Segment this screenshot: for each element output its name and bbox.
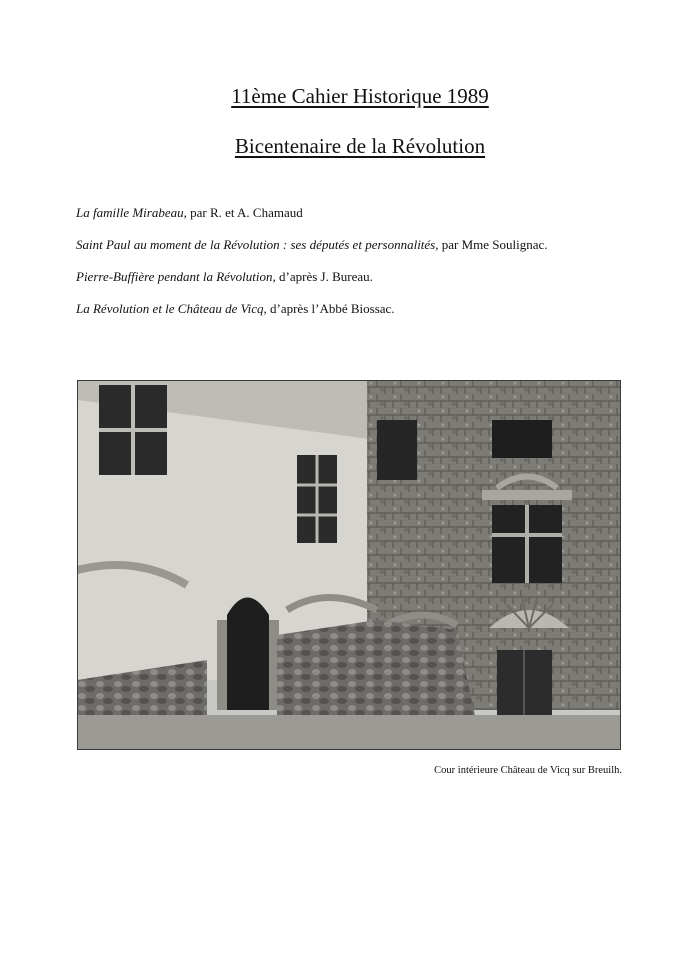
page-title: 11ème Cahier Historique 1989	[231, 84, 489, 108]
entry-author: par R. et A. Chamaud	[186, 205, 303, 220]
contents-entry	[76, 237, 656, 269]
contents-list	[76, 205, 656, 333]
entry-author: d’après J. Bureau.	[275, 269, 373, 284]
contents-entry	[76, 301, 656, 333]
chateau-courtyard-photo	[77, 380, 621, 750]
photo-caption: Cour intérieure Château de Vicq sur Breuilh.	[434, 765, 622, 776]
entry-author: par Mme Soulignac.	[438, 237, 548, 252]
page-subtitle: Bicentenaire de la Révolution	[234, 134, 486, 158]
photo-illustration	[77, 380, 621, 750]
entry-author: d’après l’Abbé Biossac.	[266, 301, 395, 316]
entry-title: La Révolution et le Château de Vicq,	[76, 301, 267, 316]
entry-title: Saint Paul au moment de la Révolution : ses députés et personnalités,	[76, 237, 439, 252]
contents-entry	[76, 205, 656, 237]
entry-title: La famille Mirabeau,	[76, 205, 187, 220]
contents-entry	[76, 269, 656, 301]
entry-title: Pierre-Buffière pendant la Révolution,	[76, 269, 276, 284]
